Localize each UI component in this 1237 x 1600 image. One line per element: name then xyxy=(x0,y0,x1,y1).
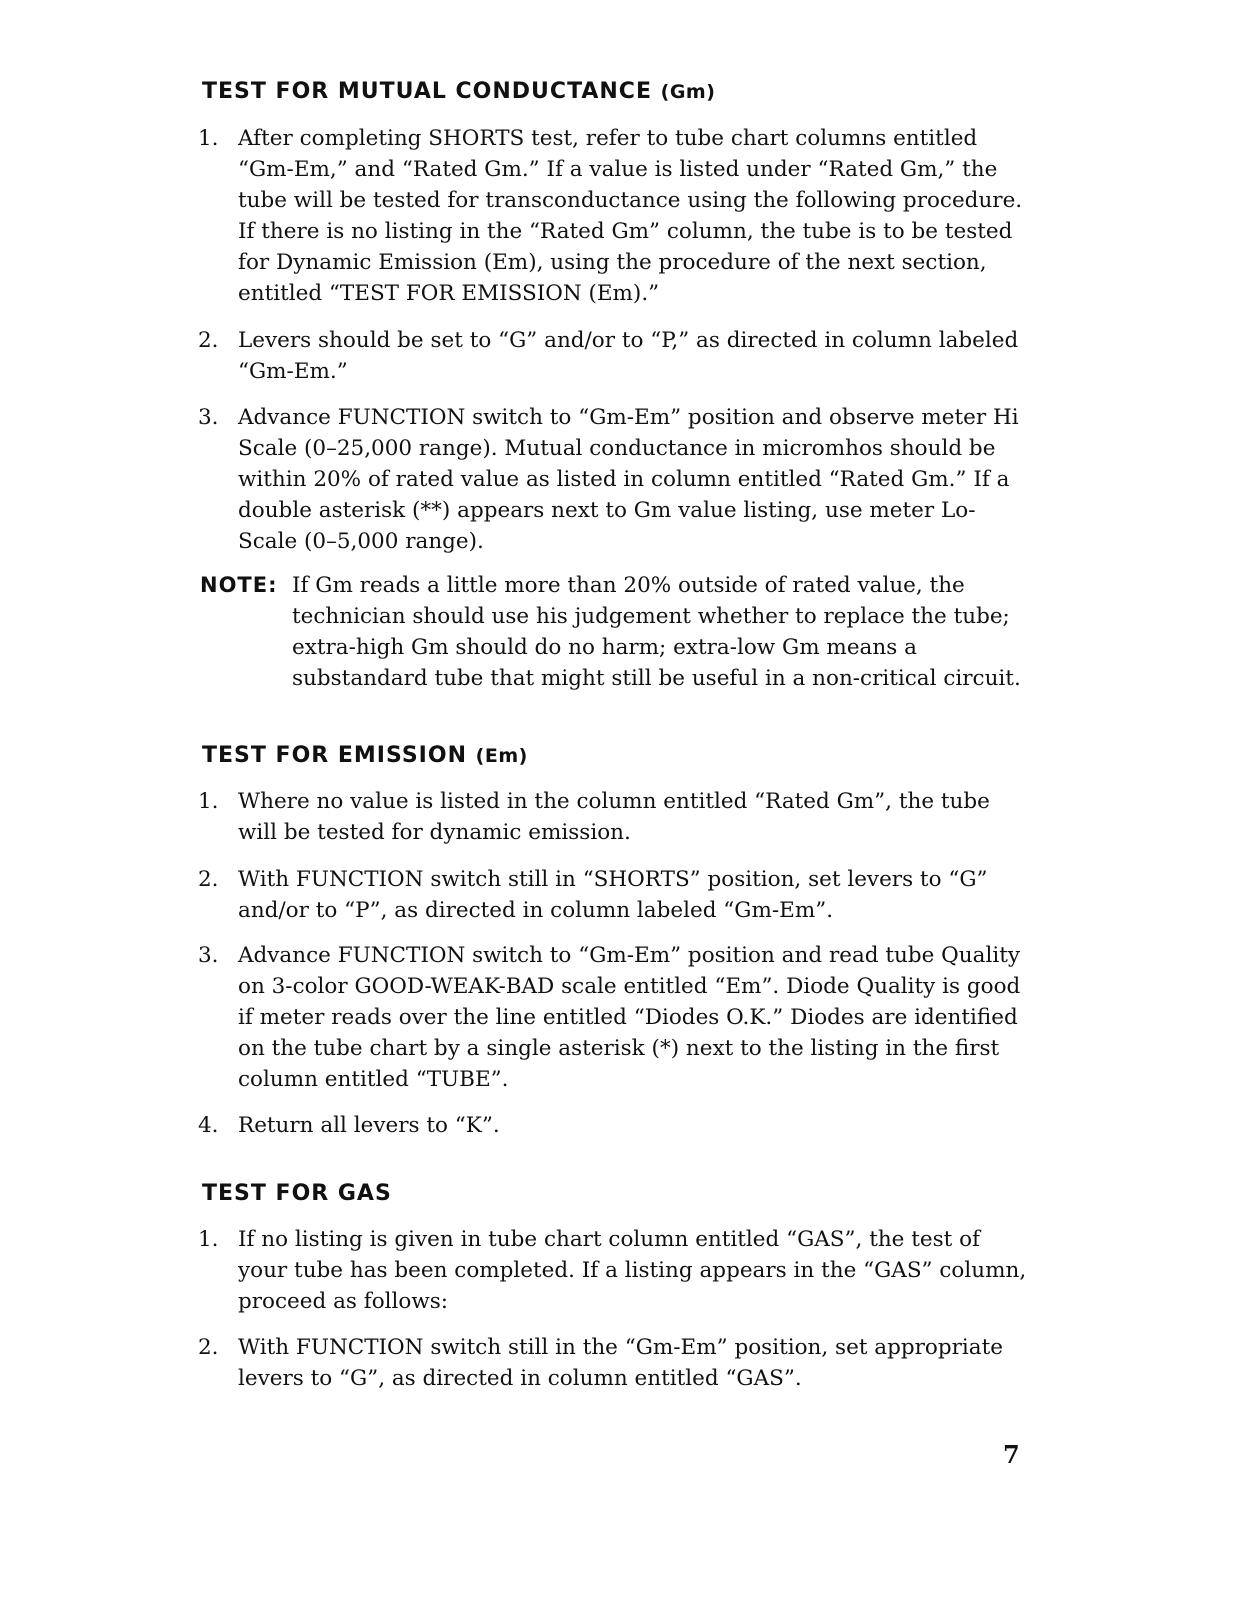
item-text: If no listing is given in tube chart column entitled “GAS”, the test of your tube has been completed. If a listing appears in the “GAS” column, proceed as follows: xyxy=(238,1227,1027,1314)
list-item xyxy=(198,786,1028,848)
item-number: 1. xyxy=(198,1227,219,1252)
page-number: 7 xyxy=(1003,1440,1020,1469)
item-number: 2. xyxy=(198,1335,219,1360)
heading-text: TEST FOR GAS xyxy=(202,1181,392,1206)
item-number: 2. xyxy=(198,867,219,892)
item-number: 2. xyxy=(198,328,219,353)
item-number: 3. xyxy=(198,943,219,968)
item-text: Where no value is listed in the column entitled “Rated Gm”, the tube will be tested for dynamic emission. xyxy=(238,789,990,845)
list-item xyxy=(198,1110,1028,1141)
item-text: After completing SHORTS test, refer to tube chart columns entitled “Gm-Em,” and “Rated Gm.” If a value is listed under “Rated Gm,” the tube will be tested for transconductance using the following procedure. If there is no listing in the “Rated Gm” column, the tube is to be tested for Dynamic Emission (Em), using the procedure of the next section, entitled “TEST FOR EMISSION (Em).” xyxy=(238,126,1023,306)
item-text: With FUNCTION switch still in “SHORTS” position, set levers to “G” and/or to “P”, as directed in column labeled “Gm-Em”. xyxy=(238,867,988,923)
heading-suffix: (Em) xyxy=(475,745,528,767)
section-heading-emission xyxy=(202,743,528,768)
item-number: 1. xyxy=(198,789,219,814)
item-number: 4. xyxy=(198,1113,219,1138)
list-item xyxy=(198,940,1028,1095)
note-text: If Gm reads a little more than 20% outside of rated value, the technician should use his judgement whether to replace the tube; extra-high Gm should do no harm; extra-low Gm means a substandard tube that might still be useful in a non-critical circuit. xyxy=(292,573,1021,691)
item-number: 3. xyxy=(198,405,219,430)
note-block xyxy=(200,570,1030,694)
section-heading-mutual-conductance xyxy=(202,79,715,104)
list-item xyxy=(198,864,1028,926)
note-label: NOTE: xyxy=(200,573,278,597)
heading-text: TEST FOR EMISSION xyxy=(202,743,467,768)
list-item xyxy=(198,1332,1028,1394)
list-item xyxy=(198,402,1028,557)
list-item xyxy=(198,325,1028,387)
item-text: With FUNCTION switch still in the “Gm-Em” position, set appropriate levers to “G”, as directed in column entitled “GAS”. xyxy=(238,1335,1003,1391)
heading-text: TEST FOR MUTUAL CONDUCTANCE xyxy=(202,79,652,104)
list-item xyxy=(198,123,1028,309)
section-heading-gas xyxy=(202,1181,392,1206)
item-text: Levers should be set to “G” and/or to “P,” as directed in column labeled “Gm-Em.” xyxy=(238,328,1019,384)
item-text: Advance FUNCTION switch to “Gm-Em” position and observe meter Hi Scale (0–25,000 range). Mutual conductance in micromhos should be within 20% of rated value as listed in column entitled “Rated Gm.” If a double asterisk (**) appears next to Gm value listing, use meter Lo-Scale (0–5,000 range). xyxy=(238,405,1019,554)
item-number: 1. xyxy=(198,126,219,151)
item-text: Advance FUNCTION switch to “Gm-Em” position and read tube Quality on 3-color GOOD-WEAK-BAD scale entitled “Em”. Diode Quality is good if meter reads over the line entitled “Diodes O.K.” Diodes are identified on the tube chart by a single asterisk (*) next to the listing in the first column entitled “TUBE”. xyxy=(238,943,1021,1092)
heading-suffix: (Gm) xyxy=(660,81,716,103)
item-text: Return all levers to “K”. xyxy=(238,1113,500,1138)
list-item xyxy=(198,1224,1028,1317)
